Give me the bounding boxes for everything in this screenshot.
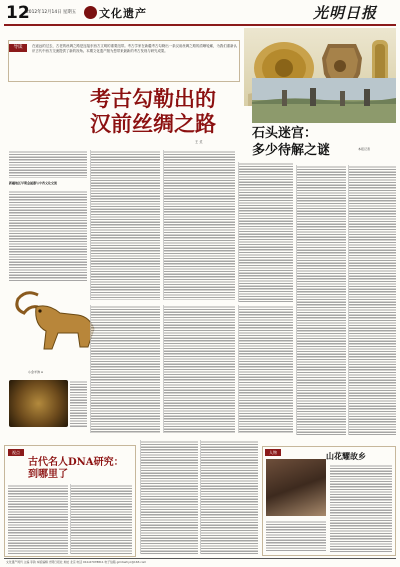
profile-tag: 人物	[265, 449, 281, 456]
dna-tag: 视点	[8, 449, 24, 456]
article-column-3-low	[163, 305, 235, 433]
article-column-4	[238, 162, 293, 302]
article-column-2	[90, 150, 160, 300]
profile-column-2	[266, 520, 326, 552]
date-line: 2012年12月14日 星期五	[26, 10, 77, 15]
dna-title-line-2: 到哪里了	[28, 469, 68, 480]
dna-column-2	[70, 484, 132, 554]
article-column-2-low	[90, 305, 160, 433]
bottom-center-column-1	[140, 440, 198, 554]
dna-title-line-1: 古代名人DNA研究：	[28, 457, 124, 468]
footer-text: 文化遗产周刊 主编 李韵 本版编辑 光明日报社 地址 北京 电话 010-67078811 电子信箱 gmrbwhyc@163.com	[6, 560, 147, 564]
footer-rule	[4, 558, 396, 559]
bronze-ornament-photo	[9, 380, 68, 427]
feature2-column-1	[296, 165, 346, 435]
article-subhead-1: 新疆地区早期金属器与中西文化交流	[9, 181, 58, 185]
feature2-title-line-1: 石头迷宫：	[252, 126, 318, 141]
section-emblem-icon	[84, 6, 97, 19]
intro-text: 在遥远的过去，古老的丝绸之路是连接东西方文明的重要纽带。考古学家在新疆考古勾勒出一条汉前丝绸之路的清晰轮廓，为我们重新认识古代中西方交流提供了新的视角。本期文化遗产版为您带来最新的考古发现与研究成果。	[32, 44, 237, 53]
page-header	[0, 0, 400, 28]
headline-line-1: 考古勾勒出的	[90, 86, 216, 111]
bottom-center-column-2	[200, 440, 258, 554]
dna-column-1	[8, 484, 68, 554]
feature2-column-2	[348, 165, 396, 435]
small-pic-caption: 小金羊饰 A	[28, 370, 44, 374]
dna-title	[28, 457, 128, 481]
main-byline: 王 戈	[195, 140, 203, 144]
profile-column-1	[330, 464, 392, 552]
header-rule	[4, 24, 396, 26]
stone-labyrinth-photo	[252, 78, 396, 123]
article-column-3	[163, 150, 235, 300]
newspaper-logo: 光明日报	[313, 4, 378, 22]
article-column-4-low	[238, 305, 293, 433]
headline-line-2: 汉前丝绸之路	[90, 111, 216, 136]
article-column-1-top	[9, 150, 87, 178]
feature2-title-line-2: 多少待解之谜	[252, 143, 331, 158]
article-column-1-low	[70, 380, 87, 428]
page-number: 12	[6, 3, 30, 23]
stone-landscape-image	[252, 78, 396, 123]
intro-tag: 导读	[9, 44, 27, 52]
article-column-1-mid	[9, 190, 87, 282]
main-headline	[58, 86, 248, 136]
artisan-portrait-photo	[266, 459, 326, 516]
section-title: 文化遗产	[99, 7, 147, 20]
profile-title: 山花耀故乡	[326, 451, 366, 461]
feature2-byline: 本报记者	[358, 147, 371, 151]
